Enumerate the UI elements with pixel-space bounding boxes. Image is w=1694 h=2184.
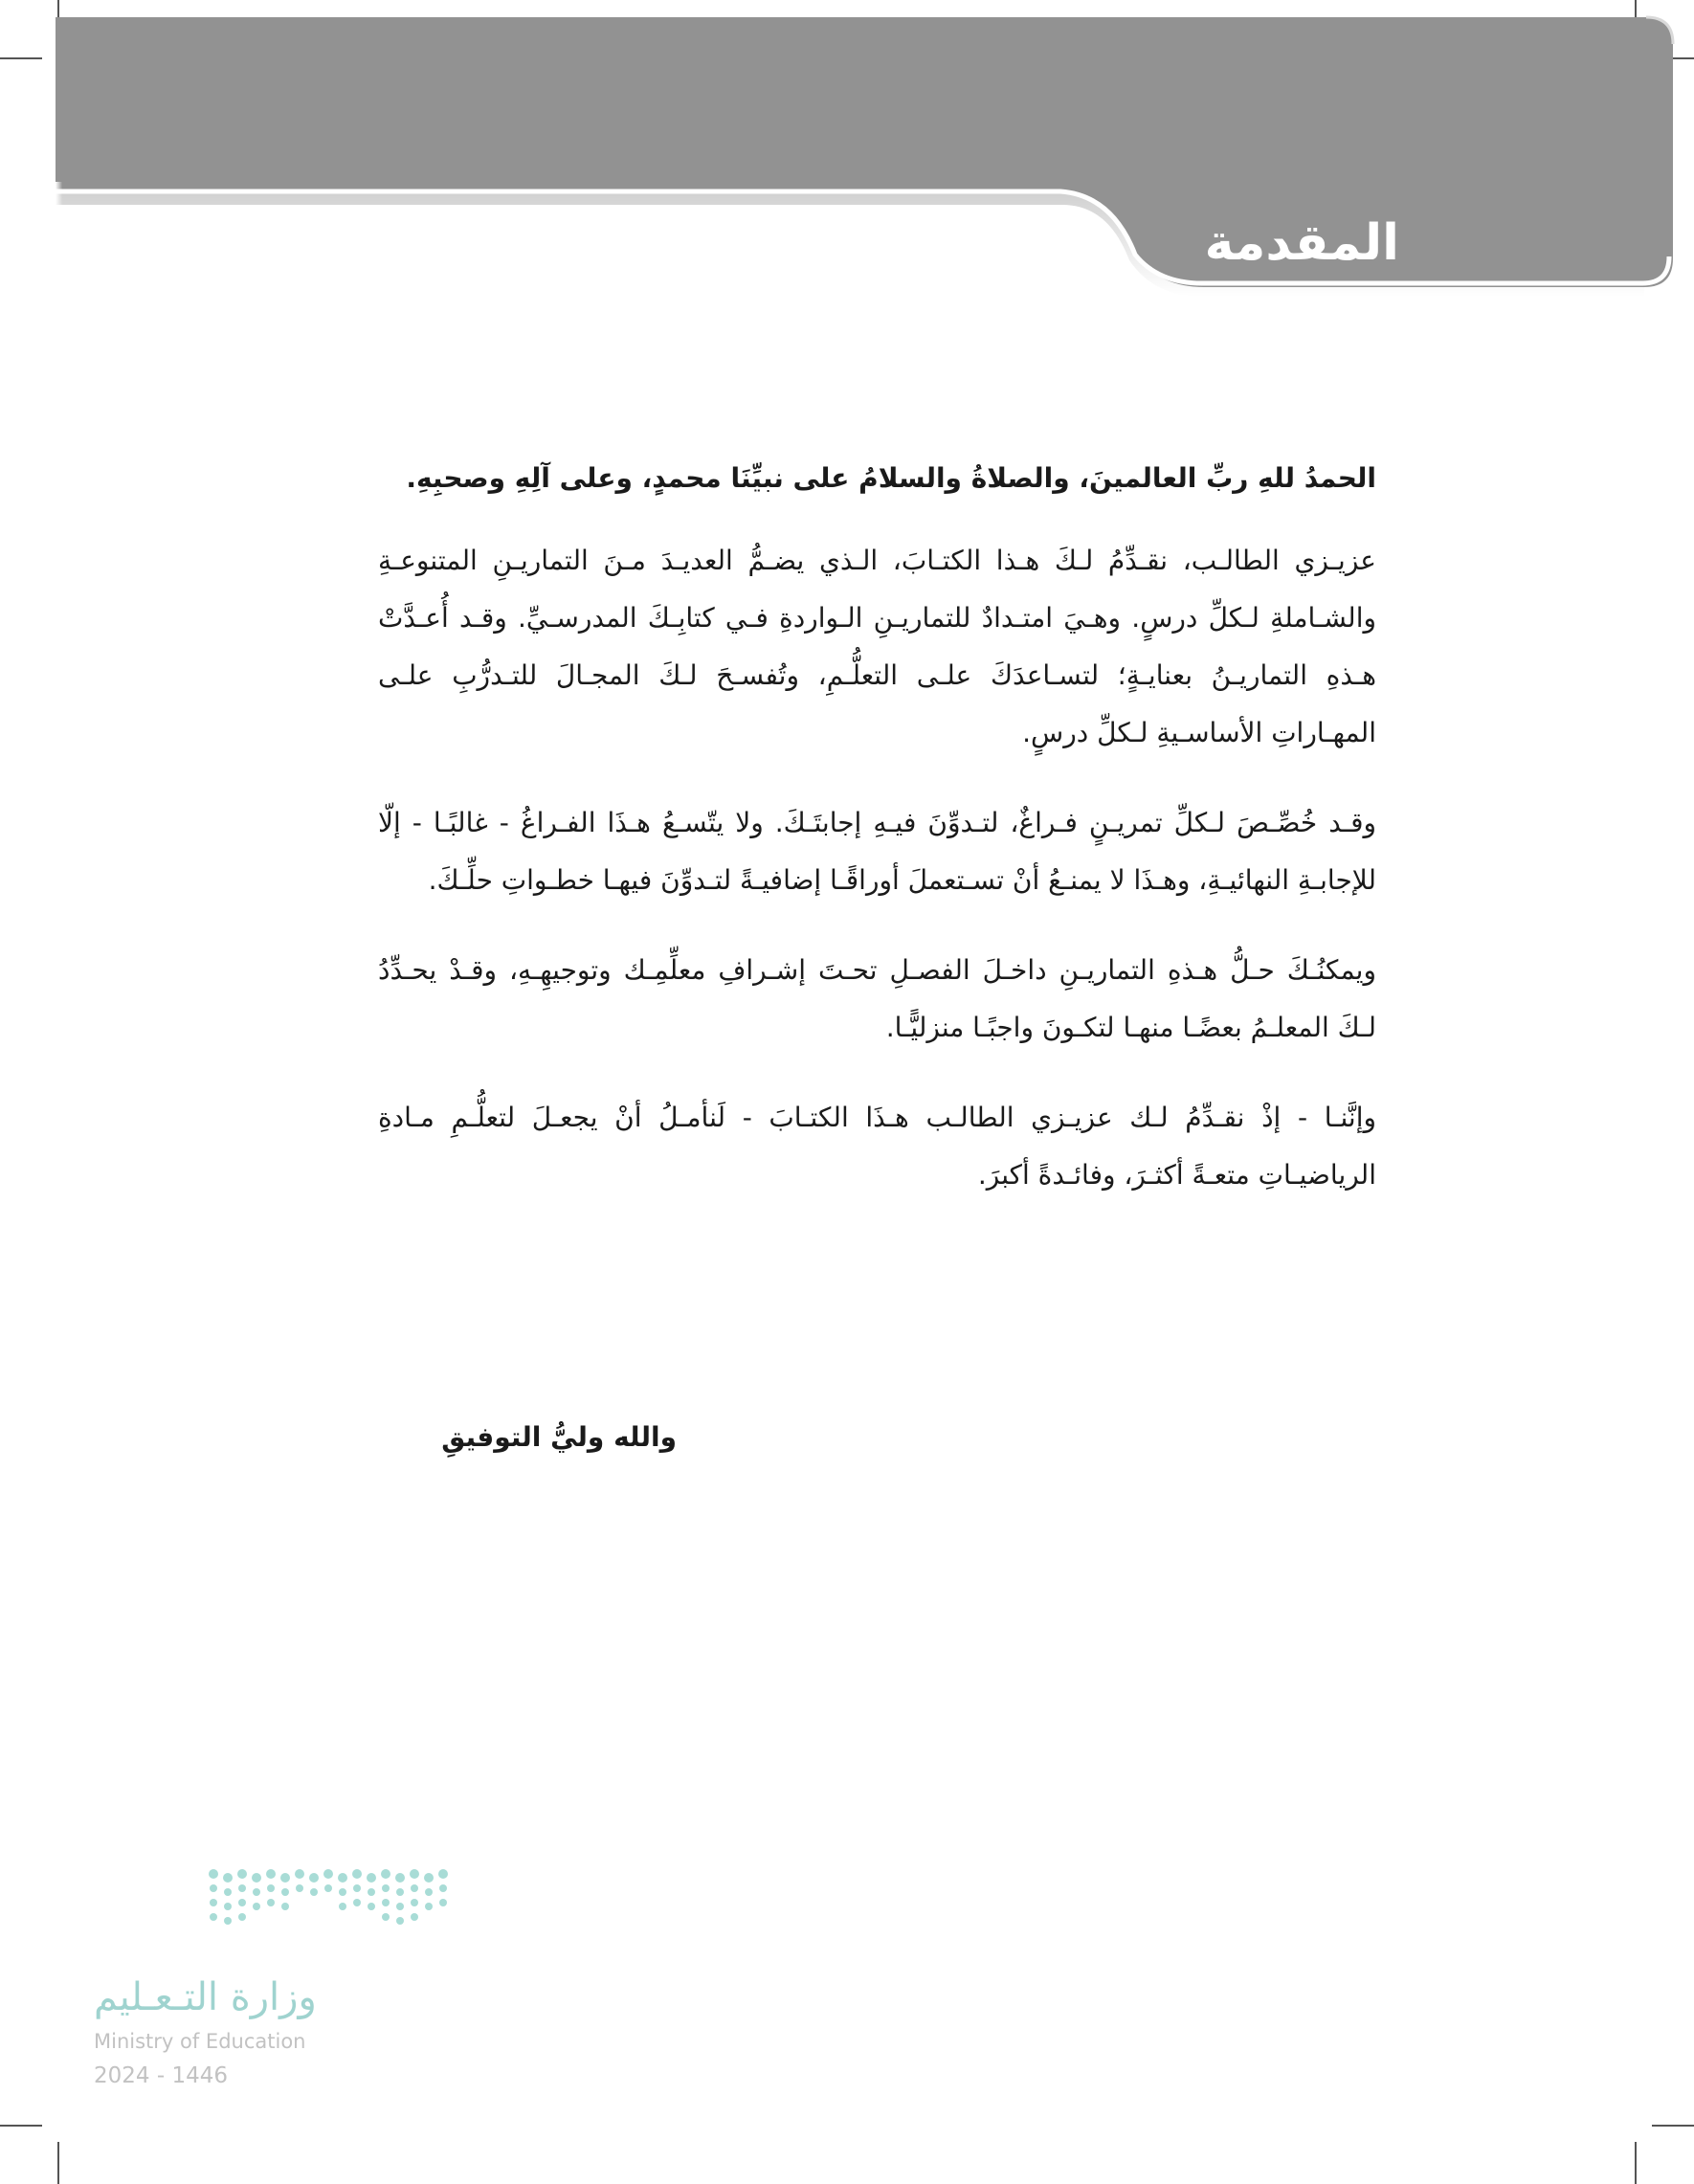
header-band-shape: [56, 17, 1673, 287]
logo-dot: [395, 1873, 405, 1883]
logo-dot: [280, 1873, 290, 1883]
logo-dot: [253, 1888, 260, 1896]
logo-dot: [324, 1884, 332, 1892]
header-band-fade: [56, 182, 170, 211]
logo-dot: [367, 1873, 376, 1883]
logo-dot: [353, 1884, 361, 1892]
logo-dot: [382, 1913, 390, 1921]
opening-line: الحمدُ للهِ ربِّ العالمينَ، والصلاةُ والسلامُ على نبيِّنَا محمدٍ، وعلى آلِهِ وصحبِهِ.: [406, 462, 1376, 494]
logo-dot: [410, 1869, 419, 1879]
ministry-logo: [94, 1866, 457, 2090]
ministry-name-english: Ministry of Education: [94, 2030, 306, 2053]
paragraph-1: عزيـزي الطالـب، نقـدِّمُ لـكَ هـذا الكتـابَ، الـذي يضـمُّ العديـدَ مـنَ التماريـنِ المتنوعـةِ والشـاملةِ لـكلِّ درسٍ. وهـيَ امتـدادٌ للتماريـنِ الـواردةِ فـي كتابِـكَ المدرسـيِّ. وقـد أُعـدَّتْ هـذهِ التماريـنُ بعنايـةٍ؛ لتسـاعدَكَ علـى التعلُّـمِ، وتُفسـحَ لـكَ المجـالَ للتـدرُّبِ علـى المهـاراتِ الأساسـيةِ لـكلِّ درسٍ.: [378, 545, 1376, 748]
logo-dot: [396, 1917, 404, 1925]
logo-dot: [237, 1869, 247, 1879]
logo-dot: [338, 1873, 347, 1883]
logo-dot: [439, 1884, 447, 1892]
introduction-body: [378, 450, 1376, 1237]
logo-dot: [424, 1873, 434, 1883]
paragraph-3: ويمكنُـكَ حـلُّ هـذهِ التماريـنِ داخـلَ الفصـلِ تحـتَ إشـرافِ معلِّمِـك وتوجيهِـهِ، وقـدْ يحـدِّدُ لـكَ المعلـمُ بعضًـا منهـا لتكـونَ واجبًـا منزليًّـا.: [378, 954, 1376, 1043]
closing-line: والله وليُّ التوفيقِ: [441, 1421, 677, 1453]
logo-dot: [238, 1884, 246, 1892]
logo-dot: [411, 1884, 418, 1892]
logo-dot: [368, 1903, 375, 1910]
crop-mark-bottom-right-v: [1635, 2142, 1637, 2184]
logo-dot: [439, 1899, 447, 1906]
logo-dot: [425, 1888, 433, 1896]
edition-year: 2024 - 1446: [94, 2063, 228, 2088]
logo-dot: [323, 1869, 333, 1879]
logo-dot: [411, 1913, 418, 1921]
logo-dot: [368, 1888, 375, 1896]
page-title: المقدمة: [1204, 214, 1399, 272]
ministry-logo-dots-icon: [94, 1866, 457, 1943]
logo-dot: [281, 1888, 289, 1896]
logo-dot: [210, 1913, 217, 1921]
crop-mark-bottom-right-h: [1652, 2125, 1694, 2127]
logo-dot: [238, 1899, 246, 1906]
paragraph-4: وإنَّنـا - إذْ نقـدِّمُ لـك عزيـزي الطالـب هـذَا الكتـابَ - لَنأمـلُ أنْ يجعـلَ لتعلُّـمِ مـادةِ الرياضيـاتِ متعـةً أكثـرَ، وفائـدةً أكبرَ.: [378, 1102, 1376, 1191]
logo-dot: [209, 1869, 218, 1879]
logo-dot: [425, 1903, 433, 1910]
logo-dot: [238, 1913, 246, 1921]
logo-dot: [210, 1884, 217, 1892]
logo-dot: [438, 1869, 448, 1879]
logo-dot: [266, 1869, 276, 1879]
logo-dot: [382, 1899, 390, 1906]
logo-dot: [252, 1873, 261, 1883]
logo-dot: [224, 1888, 232, 1896]
logo-dot: [310, 1888, 318, 1896]
logo-dot: [224, 1917, 232, 1925]
header-band: [0, 0, 1694, 306]
logo-dot: [210, 1899, 217, 1906]
logo-dot: [267, 1884, 275, 1892]
logo-dot: [267, 1899, 275, 1906]
logo-dot: [339, 1903, 346, 1910]
logo-dot: [296, 1884, 303, 1892]
logo-dot: [339, 1888, 346, 1896]
logo-dot: [353, 1899, 361, 1906]
logo-dot: [224, 1903, 232, 1910]
paragraph-2: وقـد خُصِّـصَ لـكلِّ تمريـنٍ فـراغٌ، لتـدوِّنَ فيـهِ إجابتَـكَ. ولا يتّسـعُ هـذَا الفـراغُ - غالبًـا - إلّا للإجابـةِ النهائيـةِ، وهـذَا لا يمنـعُ أنْ تسـتعملَ أوراقًـا إضافيـةً لتـدوِّنَ فيهـا خطـواتِ حلِّـكَ.: [378, 807, 1376, 896]
logo-dot: [309, 1873, 319, 1883]
logo-dot: [396, 1903, 404, 1910]
logo-dot: [381, 1869, 390, 1879]
logo-dot: [411, 1899, 418, 1906]
logo-dot: [396, 1888, 404, 1896]
logo-dot: [352, 1869, 362, 1879]
logo-dot: [281, 1903, 289, 1910]
logo-dot: [295, 1869, 304, 1879]
crop-mark-bottom-left-v: [57, 2142, 59, 2184]
crop-mark-bottom-left-h: [0, 2125, 42, 2127]
logo-dot: [382, 1884, 390, 1892]
logo-dot: [223, 1873, 233, 1883]
ministry-name-arabic: وزارة التـعـليم: [94, 1975, 317, 2019]
logo-dot: [253, 1903, 260, 1910]
